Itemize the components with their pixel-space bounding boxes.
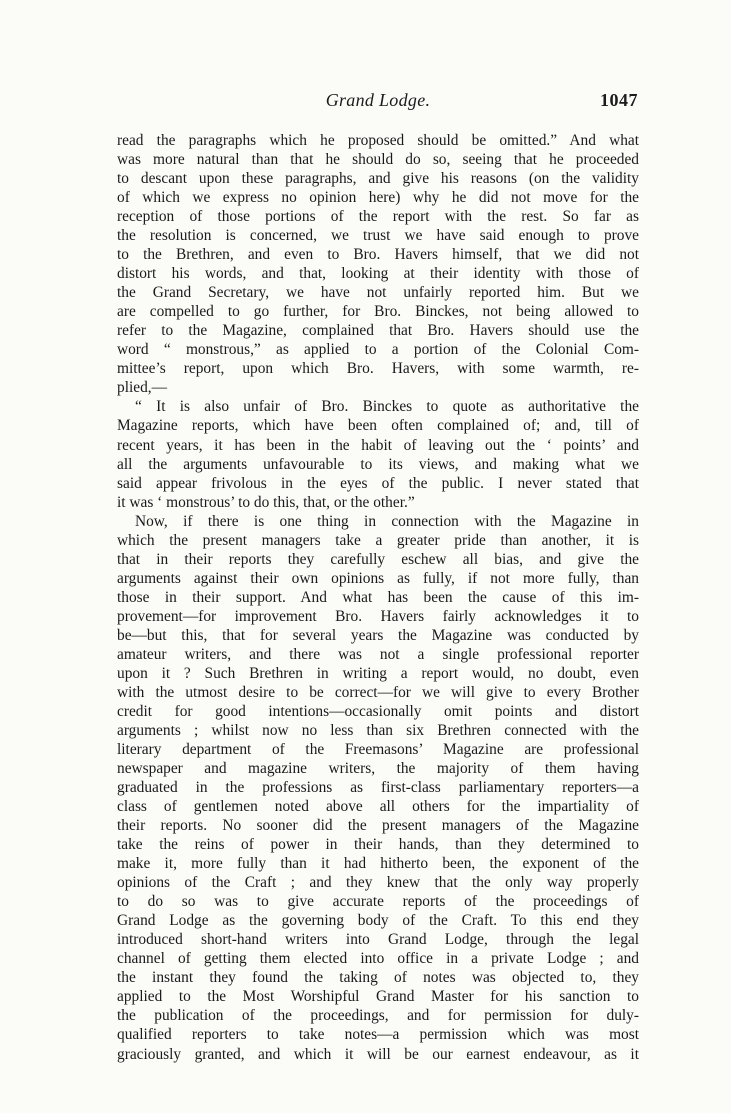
text-line: applied to the Most Worshipful Grand Master for his sanction to: [117, 988, 639, 1006]
text-line: reception of those portions of the report with the rest. So far as: [117, 208, 639, 226]
text-line: with the utmost desire to be correct—for we will give to every Brother: [117, 683, 639, 701]
text-line: the publication of the proceedings, and for permission for duly-: [117, 1007, 639, 1025]
text-line: those in their support. And what has been the cause of this im-: [117, 588, 639, 606]
quote-line: Magazine reports, which have been often complained of; and, till of: [117, 417, 639, 435]
text-line: literary department of the Freemasons’ Magazine are professional: [117, 741, 639, 758]
text-line: to descant upon these paragraphs, and give his reasons (on the validity: [117, 170, 639, 188]
text-line: be—but this, that for several years the Magazine was conducted by: [117, 626, 639, 644]
text-line: mittee’s report, upon which Bro. Havers, with some warmth, re-: [117, 360, 639, 378]
quote-line: said appear frivolous in the eyes of the public. I never stated that: [117, 474, 639, 492]
text-line: of which we express no opinion here) why he did not move for the: [117, 189, 639, 207]
text-line: credit for good intentions—occasionally omit points and distort: [117, 702, 639, 720]
text-line: opinions of the Craft ; and they knew that the only way properly: [117, 874, 639, 892]
quote-line: “ It is also unfair of Bro. Binckes to quote as authoritative the: [135, 398, 639, 416]
text-line: the Grand Secretary, we have not unfairly reported him. But we: [117, 284, 639, 302]
page-number: 1047: [600, 90, 638, 110]
text-line: introduced short-hand writers into Grand Lodge, through the legal: [117, 931, 639, 949]
text-line: distort his words, and that, looking at their identity with those of: [117, 265, 639, 283]
text-line: take the reins of power in their hands, than they determined to: [117, 836, 639, 854]
text-line: the instant they found the taking of notes was objected to, they: [117, 969, 639, 987]
quote-line: it was ‘ monstrous’ to do this, that, or the other.”: [117, 493, 415, 511]
text-line: to do so was to give accurate reports of the proceedings of: [117, 893, 639, 911]
text-line: newspaper and magazine writers, the majority of them having: [117, 760, 639, 778]
text-line: Grand Lodge as the governing body of the Craft. To this end they: [117, 912, 639, 930]
text-line: class of gentlemen noted above all others for the impartiality of: [117, 798, 639, 816]
text-line: word “ monstrous,” as applied to a portion of the Colonial Com-: [117, 341, 639, 359]
text-line: their reports. No sooner did the present managers of the Magazine: [117, 817, 639, 835]
text-line: to the Brethren, and even to Bro. Havers himself, that we did not: [117, 246, 639, 264]
text-line: that in their reports they carefully eschew all bias, and give the: [117, 550, 639, 568]
text-line: amateur writers, and there was not a single professional reporter: [117, 645, 639, 663]
text-line: upon it ? Such Brethren in writing a report would, no doubt, even: [117, 664, 639, 682]
text-line: are compelled to go further, for Bro. Binckes, not being allowed to: [117, 303, 639, 321]
text-line: the resolution is concerned, we trust we have said enough to prove: [117, 227, 639, 245]
body-text: [117, 131, 639, 1064]
text-line: qualified reporters to take notes—a permission which was most: [117, 1026, 639, 1044]
text-line: graciously granted, and which it will be our earnest endeavour, as it: [117, 1045, 639, 1063]
text-line: read the paragraphs which he proposed should be omitted.” And what: [117, 132, 639, 149]
text-line: channel of getting them elected into office in a private Lodge ; and: [117, 950, 639, 968]
running-title: Grand Lodge.: [325, 90, 431, 110]
text-line: which the present managers take a greater pride than another, it is: [117, 531, 639, 549]
text-line: arguments ; whilst now no less than six Brethren connected with the: [117, 721, 639, 739]
text-line: arguments against their own opinions as fully, if not more fully, than: [117, 569, 639, 587]
text-line: make it, more fully than it had hitherto been, the exponent of the: [117, 855, 639, 873]
text-line: graduated in the professions as first-class parliamentary reporters—a: [117, 779, 639, 797]
quote-line: recent years, it has been in the habit of leaving out the ‘ points’ and: [117, 436, 639, 454]
page-header: [118, 90, 638, 120]
text-line: plied,—: [117, 379, 168, 397]
text-line: provement—for improvement Bro. Havers fairly acknowledges it to: [117, 607, 639, 625]
quote-line: all the arguments unfavourable to its views, and making what we: [117, 455, 639, 473]
text-line: refer to the Magazine, complained that Bro. Havers should use the: [117, 322, 639, 340]
text-line: was more natural than that he should do so, seeing that he proceeded: [117, 151, 639, 169]
text-line: Now, if there is one thing in connection with the Magazine in: [135, 512, 639, 530]
